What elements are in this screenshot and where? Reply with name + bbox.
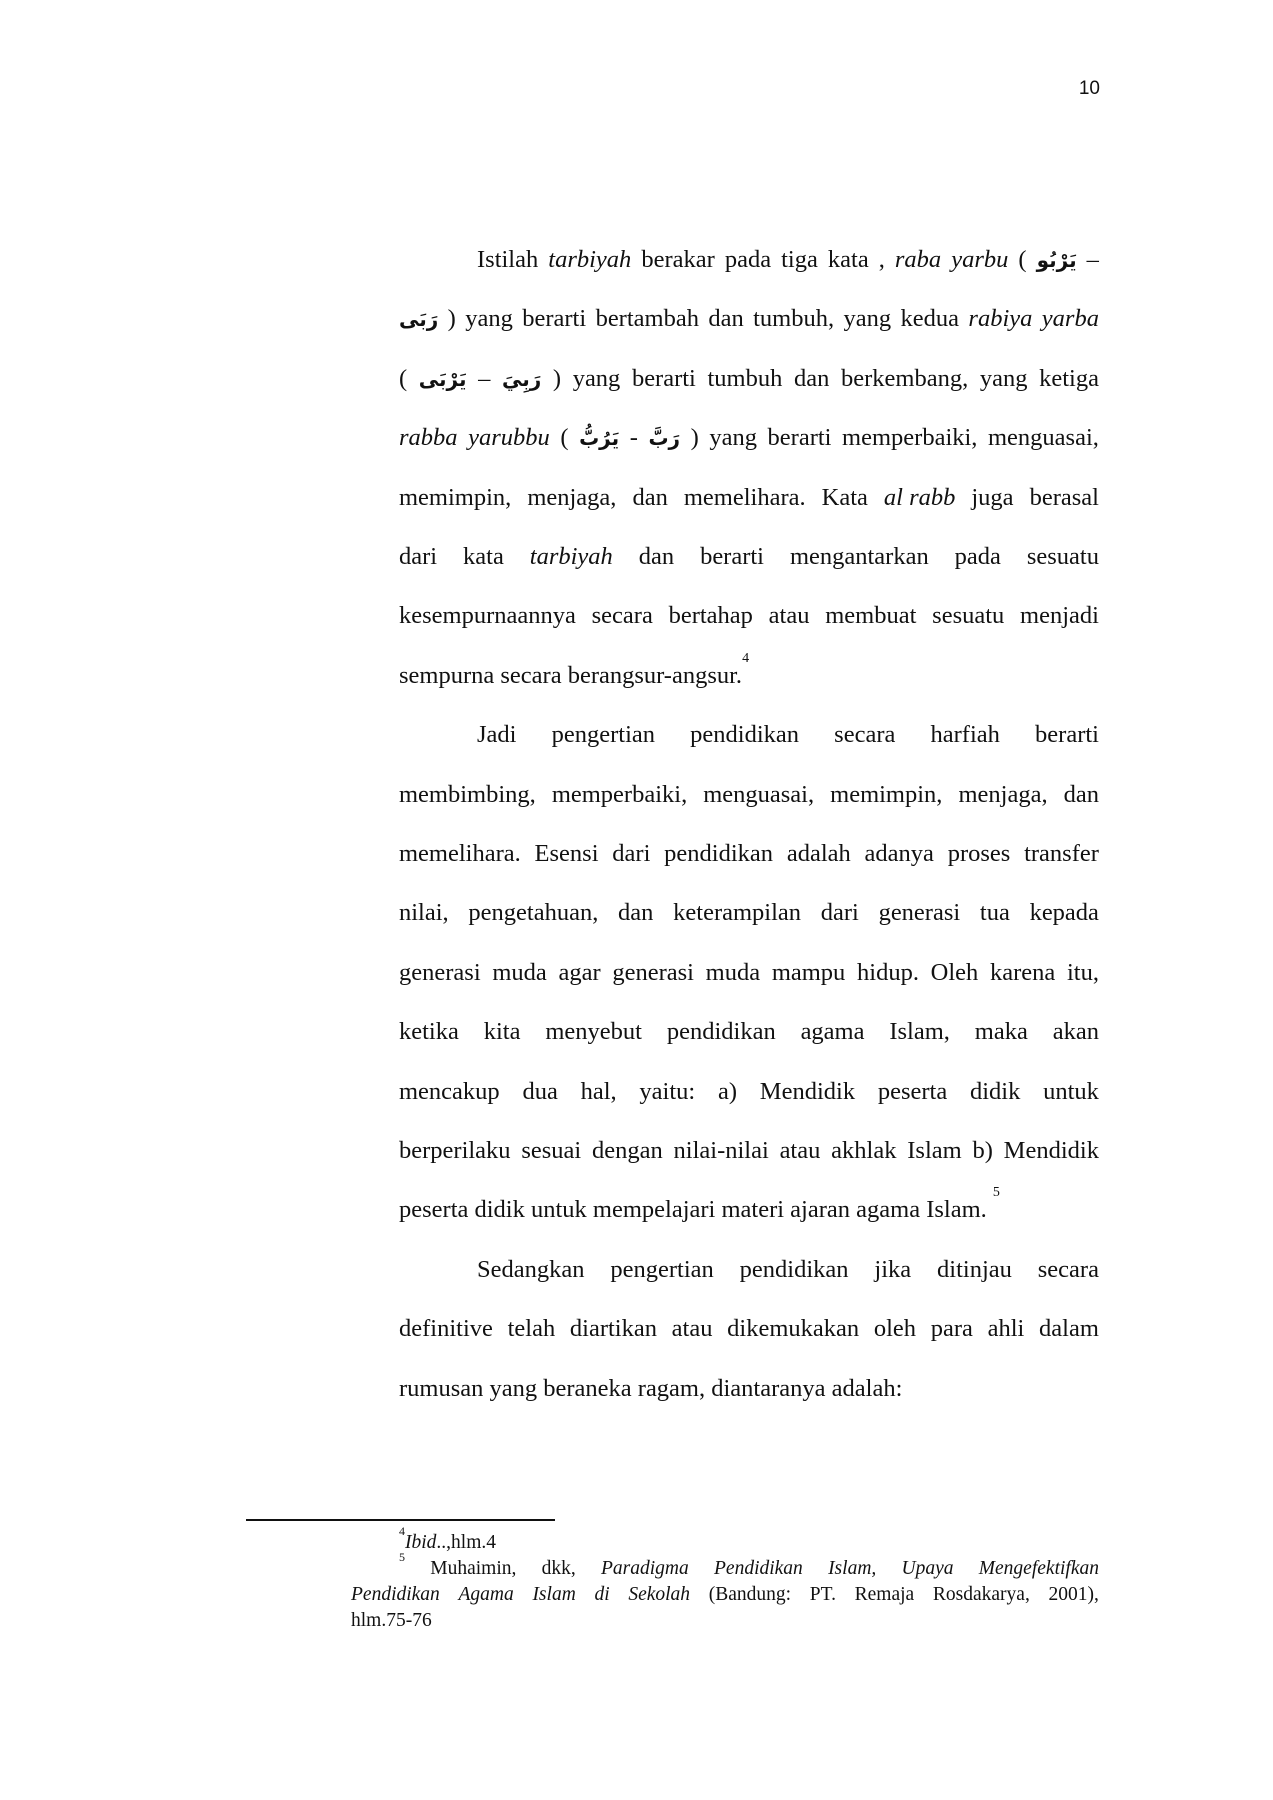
word: atau [671,1315,713,1343]
word: berarti [767,424,832,452]
word: menjaga, [958,780,1048,808]
word: dan [1063,780,1099,808]
word: menguasai, [703,780,815,808]
word: Paradigma [601,1558,689,1579]
word: – [478,364,491,392]
word: dikemukakan [727,1315,860,1343]
word: ketiga [1039,364,1099,392]
word: al rabb [883,483,956,511]
word: PT. [809,1584,836,1605]
word: akhlak [831,1137,897,1164]
word: dan [708,305,744,333]
word: ditinjau [937,1255,1012,1283]
word: dan [794,364,830,392]
word: Oleh [930,958,979,986]
word: Rosdakarya, [932,1584,1030,1605]
word: berasal [1029,483,1099,511]
word: memelihara. [683,483,806,511]
word: berakar [641,246,715,273]
word: kata [463,543,504,570]
word: Istilah [477,246,539,273]
word: dan [632,483,668,511]
word: maka [974,1018,1028,1046]
word: - [629,424,638,452]
word: Esensi [534,840,599,867]
word: hlm.75-76 [351,1610,432,1631]
word: ) [447,305,456,333]
word: berkembang, [841,364,969,392]
arabic-word: رَبَى [399,307,439,332]
word: yang [979,364,1028,392]
word: memimpin, [399,483,512,511]
text-line [399,837,1099,871]
word: dan [638,543,675,570]
word: dari [399,543,438,570]
word: dua [522,1077,558,1105]
word: untuk [1043,1077,1099,1105]
word: yang [709,424,757,452]
word: berarti [700,543,764,570]
word: didik [969,1077,1021,1105]
word: transfer [1024,840,1099,867]
word: raba [894,246,942,273]
word: tarbiyah [548,246,632,273]
word: tua [979,899,1010,927]
word: telah [507,1315,556,1343]
word: memelihara. [399,840,521,867]
word: Sedangkan [477,1255,585,1283]
word: muda [492,958,547,986]
footnote-line [351,1583,1099,1607]
word: menjaga, [527,483,617,511]
word: kepada [1029,899,1099,927]
word: Remaja [854,1584,915,1605]
word: keterampilan [673,899,802,927]
text-line [399,1134,1099,1168]
word: Islam, [889,1018,950,1046]
word: ( [399,364,408,392]
word: peserta [877,1077,948,1105]
word: nilai, [399,899,449,927]
arabic-word: يَرُبُّ [579,426,620,451]
word: sempurna secara berangsur-angsur. [399,661,743,689]
word: Islam, [828,1558,877,1579]
word: ) [552,364,562,392]
word: pengetahuan, [468,899,599,927]
word: Upaya [901,1558,954,1579]
footnote-ref: 4 [742,650,750,666]
word: membimbing, [399,780,536,808]
word: ( [560,424,569,452]
footnote-line [351,1609,1099,1633]
word: generasi [399,958,481,986]
text-line [399,362,1099,396]
word: yang [572,364,621,392]
word: akan [1052,1018,1099,1046]
word: diartikan [569,1315,657,1343]
text-line [399,778,1099,812]
word: rabba [399,424,458,452]
word: kedua [900,305,960,333]
word: membuat [825,602,917,630]
word: juga [971,483,1014,511]
word: rumusan yang beraneka ragam, diantaranya adalah: [399,1374,903,1402]
word: berarti [1035,721,1099,749]
text-line [399,650,1099,693]
word: Mendidik [1003,1137,1099,1164]
word: itu, [1066,958,1099,986]
word: definitive [399,1315,493,1343]
word: ( [1018,246,1027,273]
word: yarubbu [468,424,550,452]
word: Mengefektifkan [978,1558,1099,1579]
word: rabiya [968,305,1033,333]
word: tumbuh, [753,305,835,333]
word: yang [843,305,892,333]
text-line [399,956,1099,990]
word: tiga [781,246,818,273]
word: adalah [786,840,851,867]
arabic-word: رَبَّ [648,426,681,451]
word: harfiah [930,721,1000,749]
word: 2001), [1048,1584,1099,1605]
word: sesuatu [932,602,1005,630]
footnote-ref: 5 [992,1185,1000,1201]
word: dan [618,899,654,927]
text-line [477,243,1099,277]
word: ketika [399,1018,459,1046]
word: pendidikan [690,721,800,749]
word: secara [591,602,653,630]
arabic-word: رَبِيَ [502,366,542,391]
word: Mendidik [759,1077,856,1105]
footnote-line [399,1524,1099,1555]
footnote-line [399,1550,1099,1581]
text-line [399,599,1099,633]
word: kesempurnaannya [399,602,576,630]
word: pendidikan [739,1255,849,1283]
word: pada [724,246,772,273]
word: dalam [1039,1315,1099,1343]
word: pendidikan [664,840,774,867]
word: Agama [458,1584,514,1605]
word: berarti [522,305,587,333]
word: memimpin, [830,780,943,808]
word: ahli [987,1315,1025,1343]
word: adanya [864,840,934,867]
word: berarti [631,364,696,392]
word: berperilaku [399,1137,511,1164]
word: menjadi [1020,602,1099,630]
text-line [399,302,1099,336]
word: sesuai [521,1137,582,1164]
arabic-word: يَرْبَى [418,366,467,391]
word: generasi [612,958,694,986]
text-line [399,1312,1099,1346]
word: Islam [532,1584,576,1605]
word: sesuatu [1026,543,1099,570]
word: memperbaiki, [551,780,688,808]
word: pengertian [610,1255,714,1283]
word: di [594,1584,610,1605]
word: ..,hlm.4 [436,1532,497,1553]
word: pendidikan [666,1018,776,1046]
arabic-word: يَرْبُو [1036,248,1077,272]
page-number: 10 [1078,78,1100,99]
word: tumbuh [707,364,783,392]
word: kita [483,1018,521,1046]
word: oleh [873,1315,917,1343]
text-line [399,540,1099,574]
word: agar [558,958,601,986]
word: Jadi [477,721,517,749]
word: yarba [1041,305,1099,333]
word: generasi [878,899,961,927]
text-line [399,1185,1099,1227]
footnote-ref: 5 [399,1550,405,1564]
word: b) [972,1137,993,1164]
word: Islam [907,1137,962,1164]
footnote-separator [246,1519,555,1521]
word: Muhaimin, [430,1558,517,1579]
word: mampu [771,958,846,986]
word: Pendidikan [351,1584,440,1605]
word: atau [768,602,810,630]
word: yarbu [951,246,1009,273]
word: agama [800,1018,865,1046]
word: mengantarkan [789,543,929,570]
word: hidup. [857,958,919,986]
word: (Bandung: [708,1584,792,1605]
text-line [399,1075,1099,1109]
word: jika [874,1255,912,1283]
word: peserta didik untuk mempelajari materi ajaran agama Islam. [399,1196,993,1224]
word: pada [954,543,1001,570]
word: mencakup [399,1077,500,1105]
text-line [399,1015,1099,1049]
word: hal, [580,1077,617,1105]
text-line [399,481,1099,515]
text-line [477,1253,1099,1287]
word: atau [779,1137,821,1164]
text-line [399,896,1099,930]
text-line [477,718,1099,752]
word: bertambah [595,305,699,333]
word: kata [827,246,869,273]
word: dari [612,840,651,867]
footnote-ref: 4 [399,1524,405,1538]
word: memperbaiki, [842,424,978,452]
word: secara [1037,1255,1099,1283]
word: Pendidikan [714,1558,803,1579]
word: muda [705,958,761,986]
word: menguasai, [988,424,1099,452]
word: dari [820,899,859,927]
word: para [930,1315,973,1343]
text-line [399,421,1099,455]
word: proses [947,840,1011,867]
word: bertahap [668,602,753,630]
word: pengertian [551,721,656,749]
word: yang [465,305,513,333]
word: dkk, [541,1558,576,1579]
word: dengan [592,1137,663,1164]
word: tarbiyah [529,543,613,570]
word: secara [834,721,896,749]
word: nilai-nilai [673,1137,769,1164]
word: , [878,246,885,273]
word: Ibid [405,1532,437,1553]
word: Kata [821,483,868,511]
word: menyebut [545,1018,642,1046]
word: – [1086,246,1099,273]
word: yaitu: [639,1077,696,1105]
word: karena [989,958,1056,986]
word: Sekolah [628,1584,691,1605]
word: a) [717,1077,738,1105]
text-line [399,1372,1099,1406]
word: ) [690,424,699,452]
